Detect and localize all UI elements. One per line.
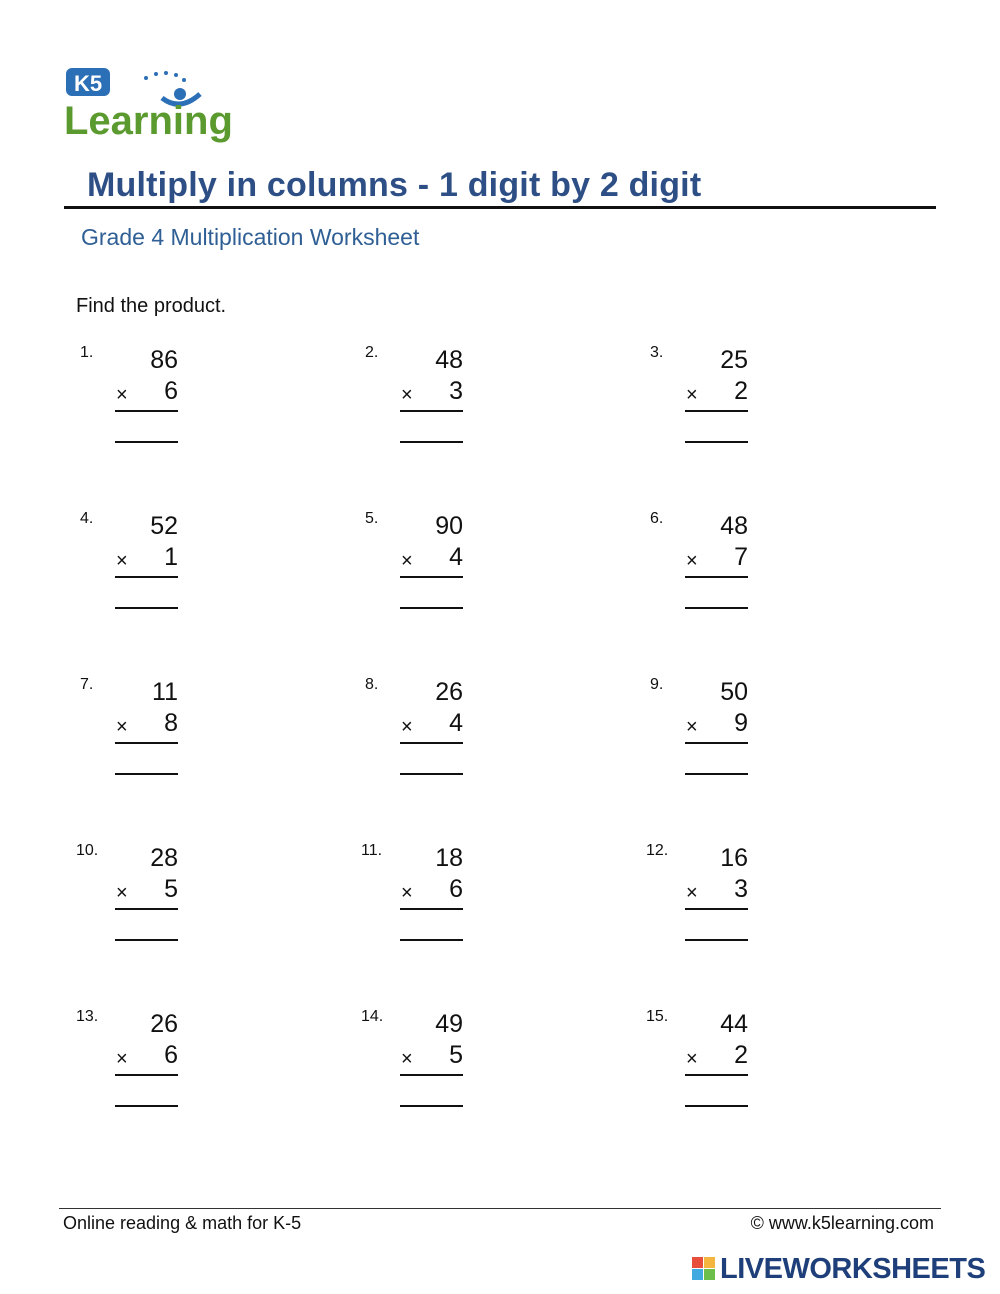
multiplicand: 26: [435, 678, 463, 706]
answer-line[interactable]: [685, 441, 748, 443]
multiplier: 4: [449, 709, 463, 737]
liveworksheets-watermark: [692, 1254, 985, 1284]
multiplicand: 52: [150, 512, 178, 540]
multiplicand: 28: [150, 844, 178, 872]
multiplicand: 48: [435, 346, 463, 374]
multiplicand: 16: [720, 844, 748, 872]
multiplier: 8: [164, 709, 178, 737]
multiplier: 1: [164, 543, 178, 571]
problem-14: [361, 1008, 511, 1118]
problem-3: [650, 344, 800, 454]
problem-10: [76, 842, 226, 952]
multiplier: 7: [734, 543, 748, 571]
answer-line[interactable]: [685, 1105, 748, 1107]
answer-line[interactable]: [400, 441, 463, 443]
times-sign: ×: [401, 550, 413, 572]
problem-number: 11.: [361, 842, 383, 859]
problem-number: 7.: [80, 676, 94, 693]
footer-tagline: Online reading & math for K-5: [63, 1213, 302, 1233]
problem-number: 1.: [80, 344, 94, 361]
title-divider: [64, 206, 936, 209]
times-sign: ×: [401, 882, 413, 904]
answer-line[interactable]: [400, 1105, 463, 1107]
problem-number: 15.: [646, 1008, 669, 1025]
multiplier: 9: [734, 709, 748, 737]
problem-number: 8.: [365, 676, 379, 693]
liveworksheets-logo-icon: [692, 1257, 716, 1281]
multiplicand: 86: [150, 346, 178, 374]
problem-number: 6.: [650, 510, 664, 527]
product-rule: [685, 576, 748, 578]
multiplier: 2: [734, 1041, 748, 1069]
problem-9: [650, 676, 800, 786]
answer-line[interactable]: [115, 939, 178, 941]
problem-4: [80, 510, 230, 620]
footer-divider: [59, 1208, 941, 1209]
product-rule: [115, 1074, 178, 1076]
problem-12: [646, 842, 796, 952]
times-sign: ×: [116, 384, 128, 406]
problem-number: 12.: [646, 842, 669, 859]
multiplicand: 25: [720, 346, 748, 374]
product-rule: [400, 410, 463, 412]
multiplicand: 50: [720, 678, 748, 706]
multiplier: 2: [734, 377, 748, 405]
problem-8: [365, 676, 515, 786]
multiplier: 6: [449, 875, 463, 903]
problem-number: 10.: [76, 842, 99, 859]
svg-text:K5: K5: [73, 71, 103, 96]
times-sign: ×: [686, 384, 698, 406]
svg-text:Learning: Learning: [64, 99, 233, 143]
problem-11: [361, 842, 511, 952]
answer-line[interactable]: [400, 607, 463, 609]
times-sign: ×: [116, 716, 128, 738]
product-rule: [685, 410, 748, 412]
answer-line[interactable]: [115, 1105, 178, 1107]
problem-number: 2.: [365, 344, 379, 361]
multiplier: 4: [449, 543, 463, 571]
footer-website: © www.k5learning.com: [750, 1213, 934, 1233]
answer-line[interactable]: [115, 441, 178, 443]
times-sign: ×: [116, 550, 128, 572]
answer-line[interactable]: [685, 939, 748, 941]
product-rule: [400, 576, 463, 578]
worksheet-subtitle: Grade 4 Multiplication Worksheet: [81, 224, 420, 250]
times-sign: ×: [686, 716, 698, 738]
times-sign: ×: [686, 882, 698, 904]
multiplier: 5: [164, 875, 178, 903]
product-rule: [115, 742, 178, 744]
product-rule: [685, 908, 748, 910]
answer-line[interactable]: [115, 607, 178, 609]
k5-learning-logo: [62, 64, 244, 144]
times-sign: ×: [401, 716, 413, 738]
times-sign: ×: [401, 1048, 413, 1070]
problem-number: 4.: [80, 510, 94, 527]
multiplier: 5: [449, 1041, 463, 1069]
problem-13: [76, 1008, 226, 1118]
problem-1: [80, 344, 230, 454]
multiplier: 3: [734, 875, 748, 903]
multiplicand: 90: [435, 512, 463, 540]
product-rule: [400, 1074, 463, 1076]
liveworksheets-text: LIVEWORKSHEETS: [720, 1252, 986, 1285]
multiplier: 6: [164, 1041, 178, 1069]
problem-5: [365, 510, 515, 620]
problem-number: 9.: [650, 676, 664, 693]
answer-line[interactable]: [685, 607, 748, 609]
answer-line[interactable]: [400, 773, 463, 775]
problem-6: [650, 510, 800, 620]
multiplier: 3: [449, 377, 463, 405]
answer-line[interactable]: [685, 773, 748, 775]
problem-15: [646, 1008, 796, 1118]
multiplicand: 44: [720, 1010, 748, 1038]
multiplier: 6: [164, 377, 178, 405]
multiplicand: 49: [435, 1010, 463, 1038]
times-sign: ×: [686, 1048, 698, 1070]
problem-2: [365, 344, 515, 454]
instructions-text: Find the product.: [76, 295, 227, 317]
product-rule: [115, 410, 178, 412]
product-rule: [685, 1074, 748, 1076]
multiplicand: 26: [150, 1010, 178, 1038]
times-sign: ×: [116, 1048, 128, 1070]
multiplicand: 18: [435, 844, 463, 872]
problem-number: 13.: [76, 1008, 99, 1025]
problem-7: [80, 676, 230, 786]
problem-number: 5.: [365, 510, 379, 527]
multiplicand: 11: [152, 678, 178, 706]
times-sign: ×: [401, 384, 413, 406]
multiplicand: 48: [720, 512, 748, 540]
answer-line[interactable]: [400, 939, 463, 941]
problem-number: 14.: [361, 1008, 384, 1025]
answer-line[interactable]: [115, 773, 178, 775]
product-rule: [400, 742, 463, 744]
product-rule: [115, 576, 178, 578]
times-sign: ×: [686, 550, 698, 572]
times-sign: ×: [116, 882, 128, 904]
problem-number: 3.: [650, 344, 664, 361]
worksheet-title: Multiply in columns - 1 digit by 2 digit: [87, 166, 702, 204]
product-rule: [400, 908, 463, 910]
product-rule: [685, 742, 748, 744]
product-rule: [115, 908, 178, 910]
